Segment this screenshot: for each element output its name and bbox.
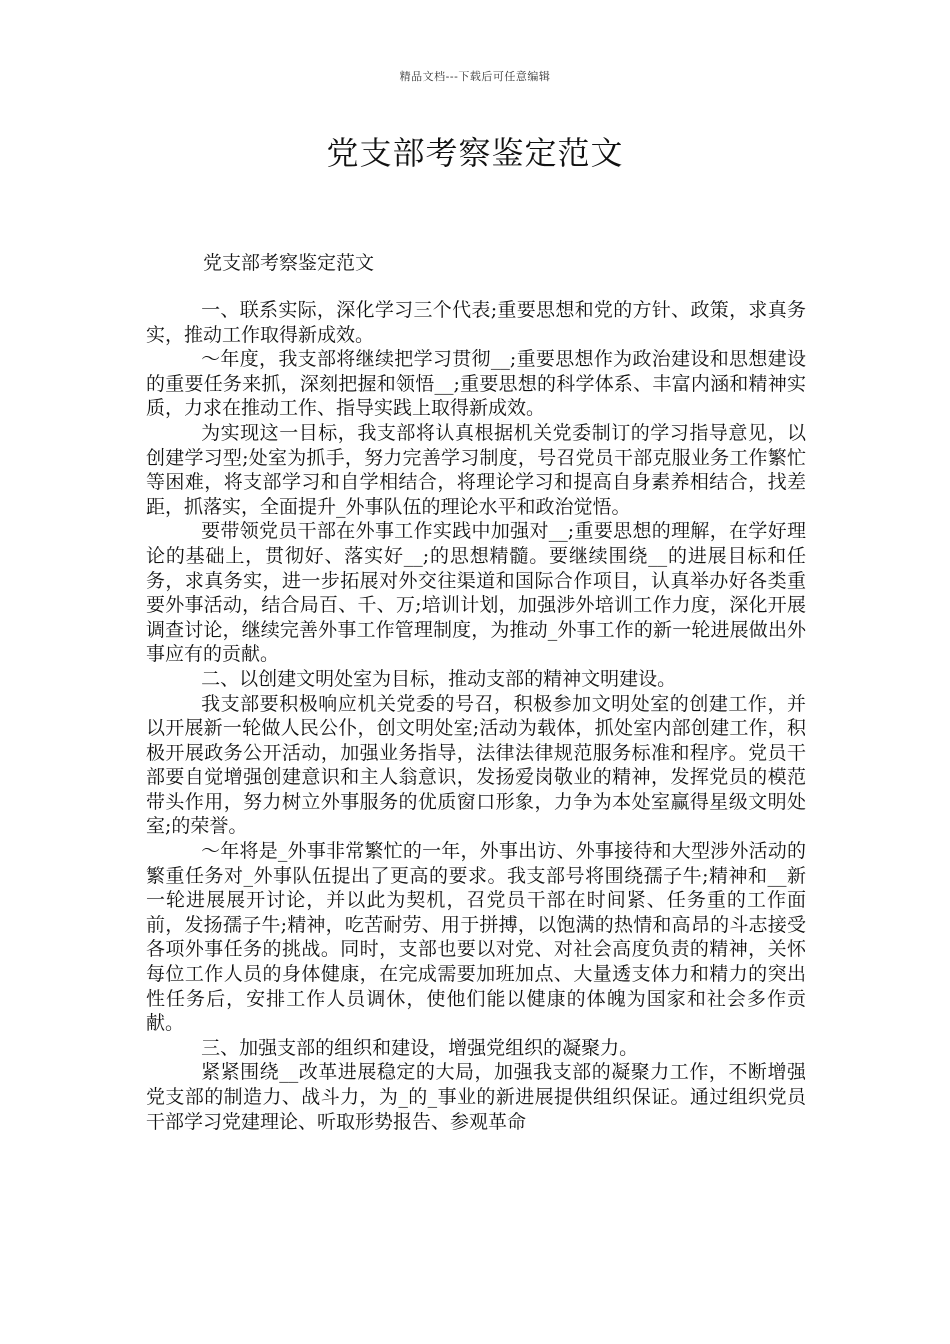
paragraph: 要带领党员干部在外事工作实践中加强对__;重要思想的理解，在学好理论的基础上，贯彻好、落实好__;的思想精髓。要继续围绕__的进展目标和任务，求真务实，进一步拓展对外交往渠道和国际合作项目，认真举办好各类重要外事活动，结合局百、千、万;培训计划，加强涉外培训工作力度，深化开展调查讨论，继续完善外事工作管理制度，为推动_外事工作的新一轮进展做出外事应有的贡献。 <box>146 520 806 666</box>
document-title: 党支部考察鉴定范文 <box>326 134 624 172</box>
paragraph: ～年度，我支部将继续把学习贯彻__;重要思想作为政治建设和思想建设的重要任务来抓，深刻把握和领悟__;重要思想的科学体系、丰富内涵和精神实质，力求在推动工作、指导实践上取得新成效。 <box>146 348 806 420</box>
paragraph: 二、以创建文明处室为目标，推动支部的精神文明建设。 <box>201 667 677 690</box>
paragraph: 三、加强支部的组织和建设，增强党组织的凝聚力。 <box>201 1036 639 1059</box>
paragraph: 我支部要积极响应机关党委的号召，积极参加文明处室的创建工作，并以开展新一轮做人民公仆，创文明处室;活动为载体，抓处室内部创建工作，积极开展政务公开活动，加强业务指导，法律法律规范服务标准和程序。党员干部要自觉增强创建意识和主人翁意识，发扬爱岗敬业的精神，发挥党员的模范带头作用，努力树立外事服务的优质窗口形象，力争为本处室赢得星级文明处室;的荣誉。 <box>146 692 806 838</box>
paragraph: 为实现这一目标，我支部将认真根据机关党委制订的学习指导意见，以创建学习型;处室为抓手，努力完善学习制度，号召党员干部克服业务工作繁忙等困难，将支部学习和自学相结合，将理论学习和提高自身素养相结合，找差距，抓落实，全面提升_外事队伍的理论水平和政治觉悟。 <box>146 421 806 518</box>
paragraph: 一、联系实际，深化学习三个代表;重要思想和党的方针、政策，求真务实，推动工作取得新成效。 <box>146 299 806 346</box>
paragraph: 紧紧围绕__改革进展稳定的大局，加强我支部的凝聚力工作，不断增强党支部的制造力、战斗力，为_的_事业的新进展提供组织保证。通过组织党员干部学习党建理论、听取形势报告、参观革命 <box>146 1061 806 1133</box>
document-subtitle: 党支部考察鉴定范文 <box>203 252 375 274</box>
header-note: 精品文档---下载后可任意编辑 <box>399 70 551 83</box>
paragraph: ～年将是_外事非常繁忙的一年，外事出访、外事接待和大型涉外活动的繁重任务对_外事队伍提出了更高的要求。我支部号将围绕孺子牛;精神和__新一轮进展展开讨论，并以此为契机，召党员干部在时间紧、任务重的工作面前，发扬孺子牛;精神，吃苦耐劳、用于拼搏，以饱满的热情和高昂的斗志接受各项外事任务的挑战。同时，支部也要以对党、对社会高度负责的精神，关怀每位工作人员的身体健康，在完成需要加班加点、大量透支体力和精力的突出性任务后，安排工作人员调休，使他们能以健康的体魄为国家和社会多作贡献。 <box>146 840 806 1035</box>
document-body <box>146 298 806 1134</box>
